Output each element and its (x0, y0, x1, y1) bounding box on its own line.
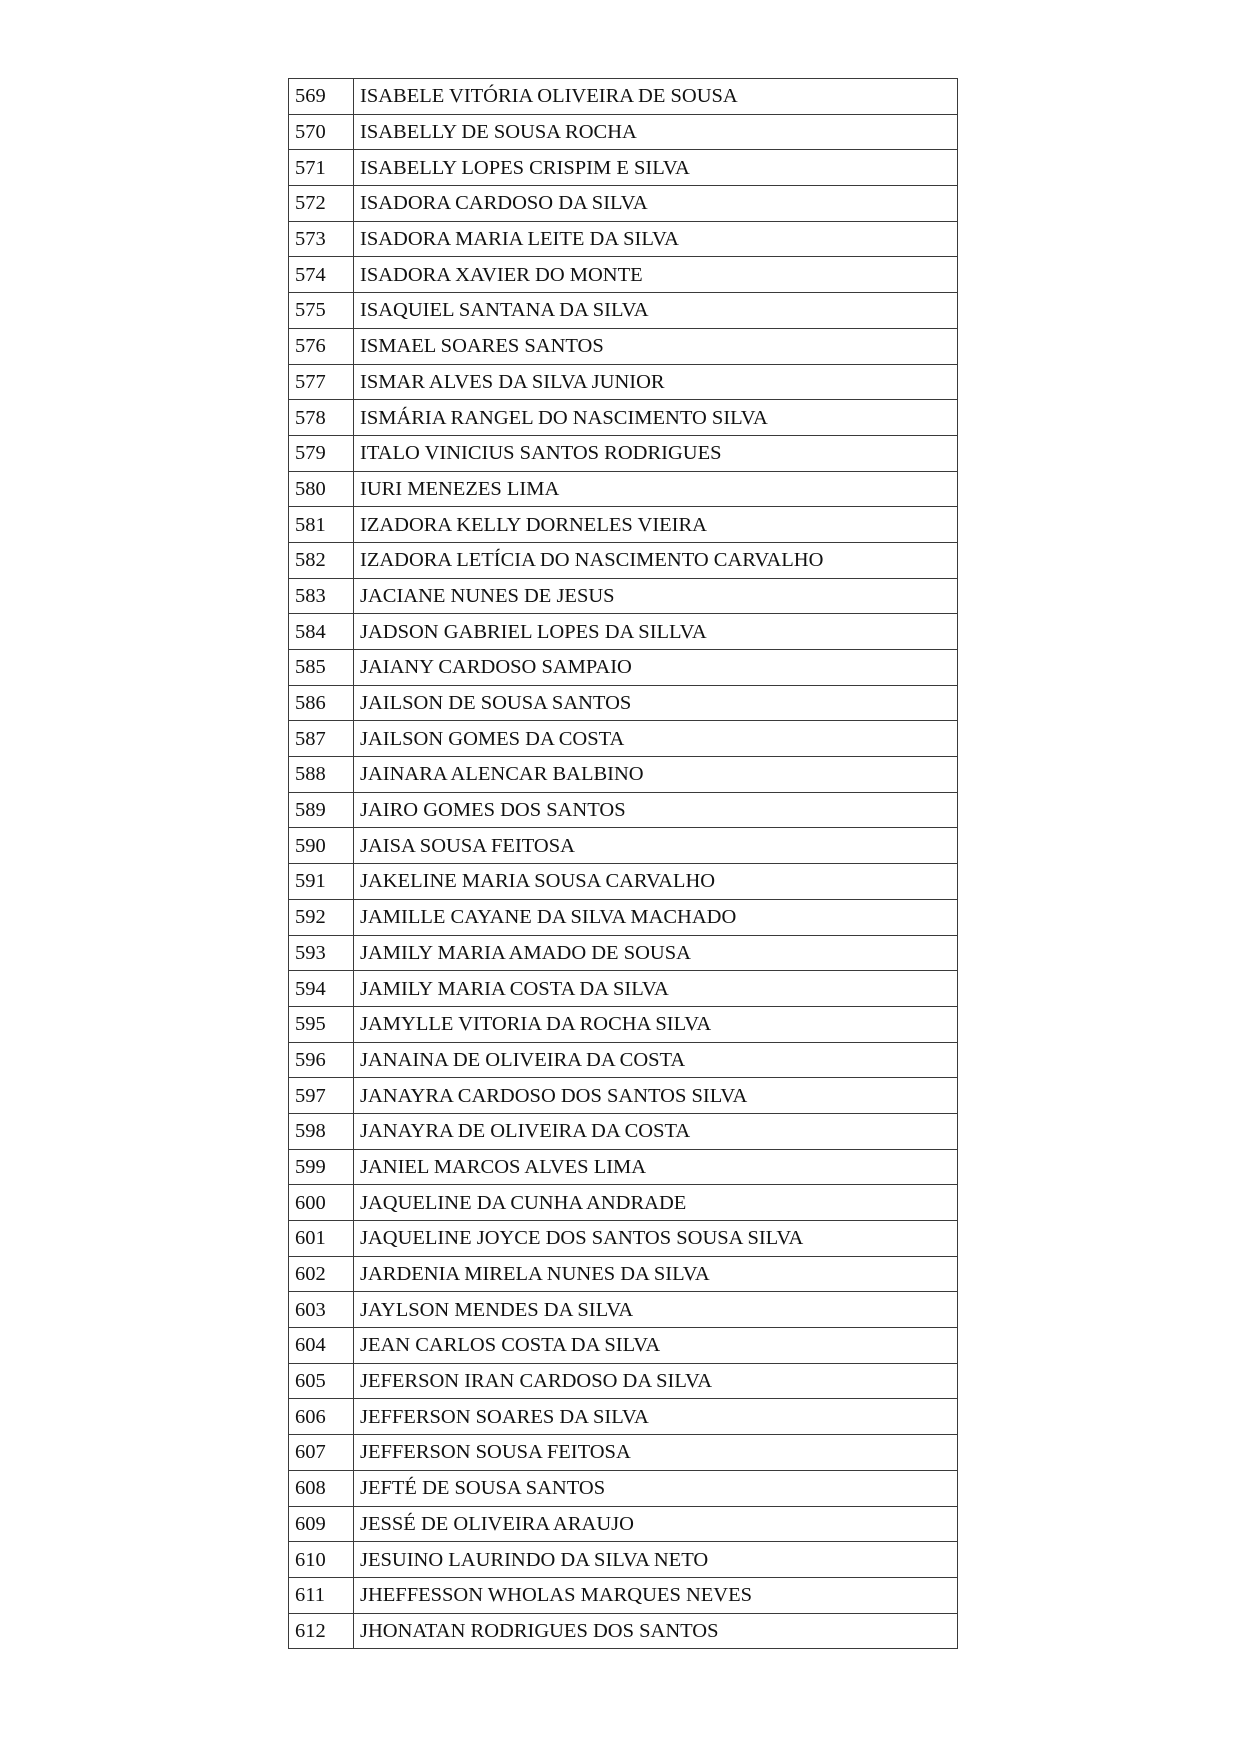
row-name: ISAQUIEL SANTANA DA SILVA (354, 293, 958, 329)
row-number: 576 (289, 328, 354, 364)
row-name: JAQUELINE JOYCE DOS SANTOS SOUSA SILVA (354, 1221, 958, 1257)
row-number: 580 (289, 471, 354, 507)
table-row (289, 186, 958, 222)
row-number: 602 (289, 1256, 354, 1292)
table-row (289, 1363, 958, 1399)
row-number: 592 (289, 899, 354, 935)
row-number: 606 (289, 1399, 354, 1435)
row-number: 611 (289, 1577, 354, 1613)
row-number: 594 (289, 971, 354, 1007)
row-name: JAMILLE CAYANE DA SILVA MACHADO (354, 899, 958, 935)
table-row (289, 79, 958, 115)
row-number: 600 (289, 1185, 354, 1221)
row-number: 578 (289, 400, 354, 436)
row-name: JARDENIA MIRELA NUNES DA SILVA (354, 1256, 958, 1292)
row-name: JAIRO GOMES DOS SANTOS (354, 792, 958, 828)
row-name: JACIANE NUNES DE JESUS (354, 578, 958, 614)
table-row (289, 114, 958, 150)
row-number: 610 (289, 1542, 354, 1578)
row-name: IZADORA KELLY DORNELES VIEIRA (354, 507, 958, 543)
table-row (289, 864, 958, 900)
row-name: JAKELINE MARIA SOUSA CARVALHO (354, 864, 958, 900)
row-number: 612 (289, 1613, 354, 1649)
row-number: 605 (289, 1363, 354, 1399)
table-row (289, 614, 958, 650)
row-name: JADSON GABRIEL LOPES DA SILLVA (354, 614, 958, 650)
row-name: ISABELE VITÓRIA OLIVEIRA DE SOUSA (354, 79, 958, 115)
row-number: 577 (289, 364, 354, 400)
row-number: 588 (289, 757, 354, 793)
row-number: 595 (289, 1006, 354, 1042)
row-number: 593 (289, 935, 354, 971)
row-name: JESUINO LAURINDO DA SILVA NETO (354, 1542, 958, 1578)
table-row (289, 650, 958, 686)
row-name: JEFTÉ DE SOUSA SANTOS (354, 1470, 958, 1506)
table-row (289, 1435, 958, 1471)
row-name: JAMILY MARIA AMADO DE SOUSA (354, 935, 958, 971)
row-number: 581 (289, 507, 354, 543)
row-name: JAILSON DE SOUSA SANTOS (354, 685, 958, 721)
row-number: 571 (289, 150, 354, 186)
row-name: JESSÉ DE OLIVEIRA ARAUJO (354, 1506, 958, 1542)
table-row (289, 542, 958, 578)
table-row (289, 757, 958, 793)
row-number: 583 (289, 578, 354, 614)
row-name: JAILSON GOMES DA COSTA (354, 721, 958, 757)
table-row (289, 1328, 958, 1364)
table-row (289, 1149, 958, 1185)
row-name: JANAYRA DE OLIVEIRA DA COSTA (354, 1113, 958, 1149)
row-name: IZADORA LETÍCIA DO NASCIMENTO CARVALHO (354, 542, 958, 578)
row-name: JEFERSON IRAN CARDOSO DA SILVA (354, 1363, 958, 1399)
row-number: 572 (289, 186, 354, 222)
row-number: 608 (289, 1470, 354, 1506)
row-number: 601 (289, 1221, 354, 1257)
row-number: 579 (289, 435, 354, 471)
table-row (289, 1542, 958, 1578)
row-number: 574 (289, 257, 354, 293)
table-row (289, 1006, 958, 1042)
row-number: 586 (289, 685, 354, 721)
row-number: 570 (289, 114, 354, 150)
row-name: ISABELLY DE SOUSA ROCHA (354, 114, 958, 150)
table-row (289, 400, 958, 436)
table-row (289, 971, 958, 1007)
row-name: JAINARA ALENCAR BALBINO (354, 757, 958, 793)
names-table-body (289, 79, 958, 1649)
row-name: JAQUELINE DA CUNHA ANDRADE (354, 1185, 958, 1221)
row-number: 590 (289, 828, 354, 864)
row-name: JHONATAN RODRIGUES DOS SANTOS (354, 1613, 958, 1649)
table-row (289, 1292, 958, 1328)
row-name: ISMAEL SOARES SANTOS (354, 328, 958, 364)
row-name: ISADORA XAVIER DO MONTE (354, 257, 958, 293)
table-row (289, 721, 958, 757)
table-row (289, 364, 958, 400)
row-number: 569 (289, 79, 354, 115)
row-name: JAMYLLE VITORIA DA ROCHA SILVA (354, 1006, 958, 1042)
table-row (289, 435, 958, 471)
names-table (288, 78, 958, 1649)
table-row (289, 1078, 958, 1114)
table-row (289, 293, 958, 329)
table-row (289, 685, 958, 721)
row-number: 573 (289, 221, 354, 257)
row-name: JAMILY MARIA COSTA DA SILVA (354, 971, 958, 1007)
row-name: JEFFERSON SOUSA FEITOSA (354, 1435, 958, 1471)
table-row (289, 1470, 958, 1506)
row-name: JANAYRA CARDOSO DOS SANTOS SILVA (354, 1078, 958, 1114)
table-row (289, 221, 958, 257)
row-name: JANIEL MARCOS ALVES LIMA (354, 1149, 958, 1185)
row-name: ISADORA MARIA LEITE DA SILVA (354, 221, 958, 257)
table-row (289, 150, 958, 186)
table-row (289, 471, 958, 507)
row-name: JHEFFESSON WHOLAS MARQUES NEVES (354, 1577, 958, 1613)
table-row (289, 792, 958, 828)
table-row (289, 1399, 958, 1435)
table-row (289, 1256, 958, 1292)
row-number: 582 (289, 542, 354, 578)
table-row (289, 1613, 958, 1649)
table-row (289, 828, 958, 864)
table-row (289, 1185, 958, 1221)
row-name: JEFFERSON SOARES DA SILVA (354, 1399, 958, 1435)
row-name: JAYLSON MENDES DA SILVA (354, 1292, 958, 1328)
row-number: 589 (289, 792, 354, 828)
row-name: ITALO VINICIUS SANTOS RODRIGUES (354, 435, 958, 471)
row-number: 591 (289, 864, 354, 900)
row-number: 607 (289, 1435, 354, 1471)
row-number: 604 (289, 1328, 354, 1364)
table-row (289, 328, 958, 364)
row-name: JEAN CARLOS COSTA DA SILVA (354, 1328, 958, 1364)
table-row (289, 935, 958, 971)
table-row (289, 899, 958, 935)
row-number: 597 (289, 1078, 354, 1114)
row-name: JAISA SOUSA FEITOSA (354, 828, 958, 864)
table-row (289, 507, 958, 543)
row-number: 603 (289, 1292, 354, 1328)
row-number: 584 (289, 614, 354, 650)
row-name: ISMÁRIA RANGEL DO NASCIMENTO SILVA (354, 400, 958, 436)
table-row (289, 1221, 958, 1257)
table-row (289, 257, 958, 293)
table-row (289, 1113, 958, 1149)
table-row (289, 1506, 958, 1542)
row-number: 599 (289, 1149, 354, 1185)
row-number: 585 (289, 650, 354, 686)
row-name: JAIANY CARDOSO SAMPAIO (354, 650, 958, 686)
table-row (289, 1577, 958, 1613)
row-number: 587 (289, 721, 354, 757)
row-name: JANAINA DE OLIVEIRA DA COSTA (354, 1042, 958, 1078)
row-number: 596 (289, 1042, 354, 1078)
row-number: 575 (289, 293, 354, 329)
table-row (289, 1042, 958, 1078)
row-name: ISABELLY LOPES CRISPIM E SILVA (354, 150, 958, 186)
row-number: 598 (289, 1113, 354, 1149)
table-row (289, 578, 958, 614)
row-name: IURI MENEZES LIMA (354, 471, 958, 507)
row-name: ISMAR ALVES DA SILVA JUNIOR (354, 364, 958, 400)
row-number: 609 (289, 1506, 354, 1542)
row-name: ISADORA CARDOSO DA SILVA (354, 186, 958, 222)
